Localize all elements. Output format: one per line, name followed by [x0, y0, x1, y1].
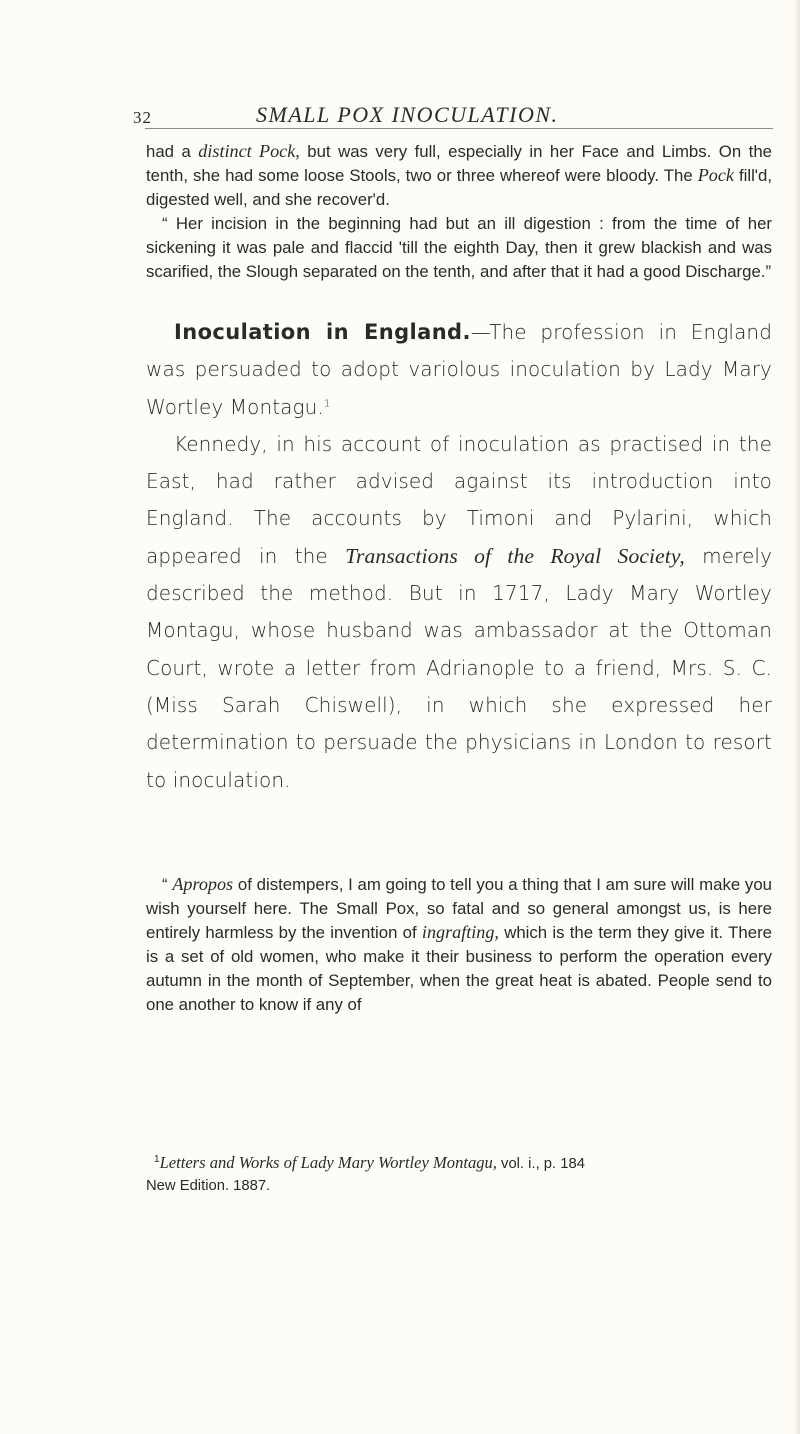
footnote-marker: 1 [154, 1154, 160, 1166]
text-run: vol. i., p. 184 [496, 1156, 585, 1172]
footnote-line-2: New Edition. 1887. [146, 1178, 271, 1194]
footnote-marker: 1 [323, 397, 331, 409]
paragraph-1 [146, 140, 772, 212]
text-run: which is the term they give it. There is a set of old women, who make it their business to perform the operation every autumn in the month of September, when the great heat is abated. People send to one another to know if any of [146, 922, 772, 1014]
text-run: —The profession in England was persuaded to adopt variolous inoculation by Lady Mary Wortley Montagu. [146, 320, 773, 419]
italic-run: Apropos [172, 874, 234, 894]
paragraph-continuation [146, 140, 772, 283]
section-heading: Inoculation in England. [174, 320, 471, 344]
footnote-line-1 [146, 1152, 772, 1175]
paragraph-3 [146, 426, 772, 799]
text-run: Kennedy, in his account of inoculation as practised in the East, had rather advised against its introduction into England. The accounts by Timoni and Pylarini, which appeared in the [146, 431, 772, 568]
italic-run: distinct Pock, [198, 141, 300, 161]
header-rule [145, 128, 773, 129]
quoted-letter [146, 873, 772, 1016]
text-run: merely described the method. But in 1717, Lady Mary Wortley Montagu, whose husband was ambassador at the Ottoman Court, wrote a letter from Adrianople to a friend, Mrs. S. C. (Miss Sarah Chiswell), in which she expressed her determination to persuade the physicians in London to resort to inoculation. [146, 543, 773, 792]
paragraph-4-quote [146, 873, 772, 1016]
footnote-citation-title: Letters and Works of Lady Mary Wortley Montagu, [159, 1153, 497, 1172]
paragraph-2-quote: “ Her incision in the beginning had but an ill digestion : from the time of her sickening it was pale and flaccid 'till the eighth Day, then it grew blackish and was scarified, the Slough separated on the tenth, and after that it had a good Discharge.” [146, 213, 772, 281]
page-header [133, 84, 773, 127]
main-text [146, 314, 772, 799]
text-run: “ [162, 875, 173, 894]
section-paragraph [146, 314, 772, 426]
italic-run: ingrafting, [421, 921, 499, 942]
page-edge-shadow [794, 0, 800, 1434]
text-run: of distempers, I am going to tell you a thing that I am sure will make you wish yourself here. The Small Pox, so fatal and so general amongst us, is here entirely harmless by the invention of [146, 875, 772, 942]
text-run: had a [146, 142, 199, 161]
text-run: but was very full, especially in her Face and Limbs. On the tenth, she had some loose Stools, two or three whereof were bloody. The [146, 142, 772, 185]
italic-run: Transactions of the Royal Society, [345, 543, 685, 568]
footnote [146, 1152, 772, 1197]
italic-run: Pock [697, 164, 734, 185]
text-run: fill'd, digested well, and she recover'd. [146, 165, 772, 209]
running-title: SMALL POX INOCULATION. [256, 102, 559, 127]
page-number: 32 [133, 108, 152, 127]
